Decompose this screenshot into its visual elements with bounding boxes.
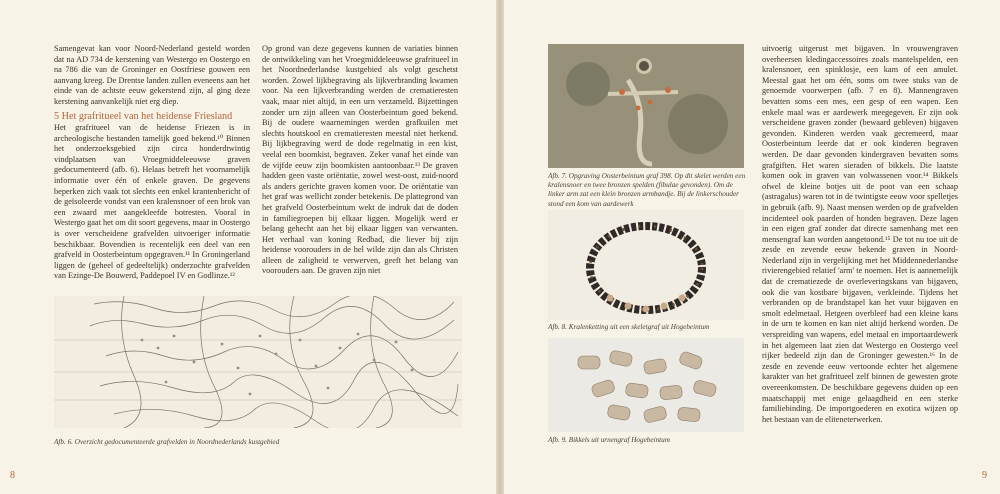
figure7-caption: Afb. 7. Opgraving Oosterbeintum graf 398. Op dit skelet werden een kralensnoer en twee bronzen spelden (fibulae gevonden). Om de linker arm zat een klein bronzen armbandje. Bij de linkerschouder stond een kom van aardewerk <box>548 172 746 208</box>
intro-paragraph: Samengevat kan voor Noord-Nederland gesteld worden dat na AD 734 de kerstening van Westergo en Oostergo en na 786 die van de Groninger en Oostfriese gouwen een aanvang kreeg. De Drentse landen zullen eveneens aan het einde van de achtste eeuw gekerstend zijn, al ging deze kerstening aanvankelijk niet erg diep. <box>54 44 250 106</box>
page-number-left: 8 <box>10 470 15 481</box>
coastal-map <box>54 296 462 428</box>
left-column-1 <box>54 44 250 282</box>
knucklebones-photo <box>548 338 744 432</box>
map-caption: Afb. 6. Overzicht gedocumenteerde grafvelden in Noordnederlands kustgebied <box>54 438 280 446</box>
necklace-photo <box>548 210 744 320</box>
section-heading: 5 Het grafritueel van het heidense Friesland <box>54 110 233 122</box>
left-page <box>0 0 496 494</box>
grave-photo-illustration <box>548 44 744 168</box>
body-paragraph-3: uitvoerig uitgerust met bijgaven. In vrouwengraven overheersen kledingaccessoires zoals mantelspelden, een kralensnoer, een spinklosje, een kam of een amulet. Meestal gaat het om één, soms om twee stuks van de genoemde voorwerpen (afb. 7 en 8). Mannengraven bevatten soms een mes, een gesp of een wapen. Een enkele maal was er aardewerk meegegeven. Er zijn ook verscheidene graven zonder (bewaard gebleven) bijgaven gevonden. Kinderen werden vaak gecremeerd, maar Oosterbeintum leerde dat er ook kinderen begraven werden. De daar gevonden kindergraven bevatten soms grafgiften. Het waren sieraden of bikkels. Die laatste komen ook in graven van volwassenen voor.¹⁴ Bikkels ofwel de kleine botjes uit de poot van een schaap (astragalus) waren tot in de twintigste eeuw voor spelletjes in gebruik (afb. 9). Naast mensen werden op de grafvelden incidenteel ook paarden of honden begraven. Deze lagen in een eigen graf zonder dat directe samenhang met een mensengraf kan worden aangetoond.¹⁵ De tot nu toe uit de zesde en zevende eeuw bekende graven in Noord-Nederland zijn in vergelijking met het Middennederlandse rivierengebied relatief 'arm' te noemen. Het is aannemelijk dat de crematiezede de overleveringskans van bijgaven, ook die van kostbare bijgaven, verkleinde. Tijdens het verbranden op de brandstapel kan het vuur bijgaven en smolt edelmetaal. Hetgeen overbleef had een kleine kans in de urn te komen en kan niet altijd herkend worden. De verspreiding van wapens, edel metaal en importaardewerk in het algemeen laat zien dat Westergo en Oostergo veel rijker bedeeld zijn dan de Groninger gewesten.¹⁶ In de zesde en zevende eeuw vertoonde echter het algemene karakter van het grafritueel zelf binnen de gewesten grote overeenkomsten. De beschikbare gegevens duiden op een maatschappij met enige gelaagdheid en een sterke familiebinding. De importgoederen en exotica wijzen op het bestaan van de eliteneterwerken. <box>762 44 958 424</box>
figure8-caption: Afb. 8. Kralenketting uit een skeletgraf uit Hogebeintum <box>548 323 710 331</box>
left-column-2 <box>262 44 458 277</box>
page-number-right: 9 <box>982 470 987 481</box>
bead-necklace-illustration <box>548 210 744 320</box>
knucklebones-illustration <box>548 338 744 432</box>
right-column <box>762 44 958 425</box>
figure9-caption: Afb. 9. Bikkels uit urnengraf Hogebeintum <box>548 436 670 444</box>
map-figure <box>54 296 462 428</box>
body-paragraph-2: Op grond van deze gegevens kunnen de variaties binnen de ontwikkeling van het Vroegmiddeleeuwse grafritueel in het Noordnederlandse kustgebied als volgt geschetst worden. Zowel lijkbegraving als lijkverbranding kwamen voor. Na een lijkverbranding werden de crematieresten vaak, maar niet altijd, in een urn verzameld. Bijzettingen zonder urn zijn alleen van Oosterbeintum goed bekend. Bij de oudere waarnemingen werden grafkuilen met slechts houtskool en crematieresten meestal niet herkend. Bij lijkbegraving werd de dode regelmatig in een kist, veelal een boomkist, begraven. Zeker vanaf het einde van de vijfde eeuw zijn boomkisten aantoonbaar.¹³ De graven hadden geen vaste oriëntatie, zowel west-oost, zuid-noord als anders gerichte graven komen voor. De oriëntatie van het graf was wellicht zonder betekenis. De plattegrond van het grafveld Oosterbeintum wekt de indruk dat de doden in familiegroepen bij elkaar liggen. Mogelijk werd er belang gehecht aan het bij elkaar liggen van verwanten. Het verhaal van koning Redbad, die liever bij zijn heidense voorouders in de hel wilde zijn dan als Christen alleen de zaligheid te verwerven, geeft het belang van voorouders aan. De graven zijn niet <box>262 44 458 276</box>
body-paragraph-1: Het grafritueel van de heidense Friezen is in archeologische bestanden tamelijk goed bekend.¹⁰ Binnen het onderzoeksgebied zijn circa honderdtwintig vindplaatsen van Vroegmiddeleeuwse graven gedocumenteerd (afb. 6). Helaas betreft het voornamelijk informatie over één of enkele graven. De gegevens beperken zich vaak tot slechts een enkel krantenbericht of de geïsoleerde vondst van een kralensnoer of een brok van een zwaard met aangekleefde botresten. Vooral in Westergo gaat het om dit soort gegevens, maar in Oostergo is over verscheidene grafvelden uitvoeriger informatie beschikbaar. Bovendien is recentelijk een deel van een grafveld in Oosterbeintum opgegraven.¹¹ In Groningerland liggen de (geheel of gedeeltelijk) onderzochte grafvelden van Ezinge-De Bouwerd, Paddepoel IV en Godlinze.¹² <box>54 123 250 281</box>
grave-photo <box>548 44 744 168</box>
book-gutter <box>496 0 504 494</box>
right-page <box>504 0 1000 494</box>
